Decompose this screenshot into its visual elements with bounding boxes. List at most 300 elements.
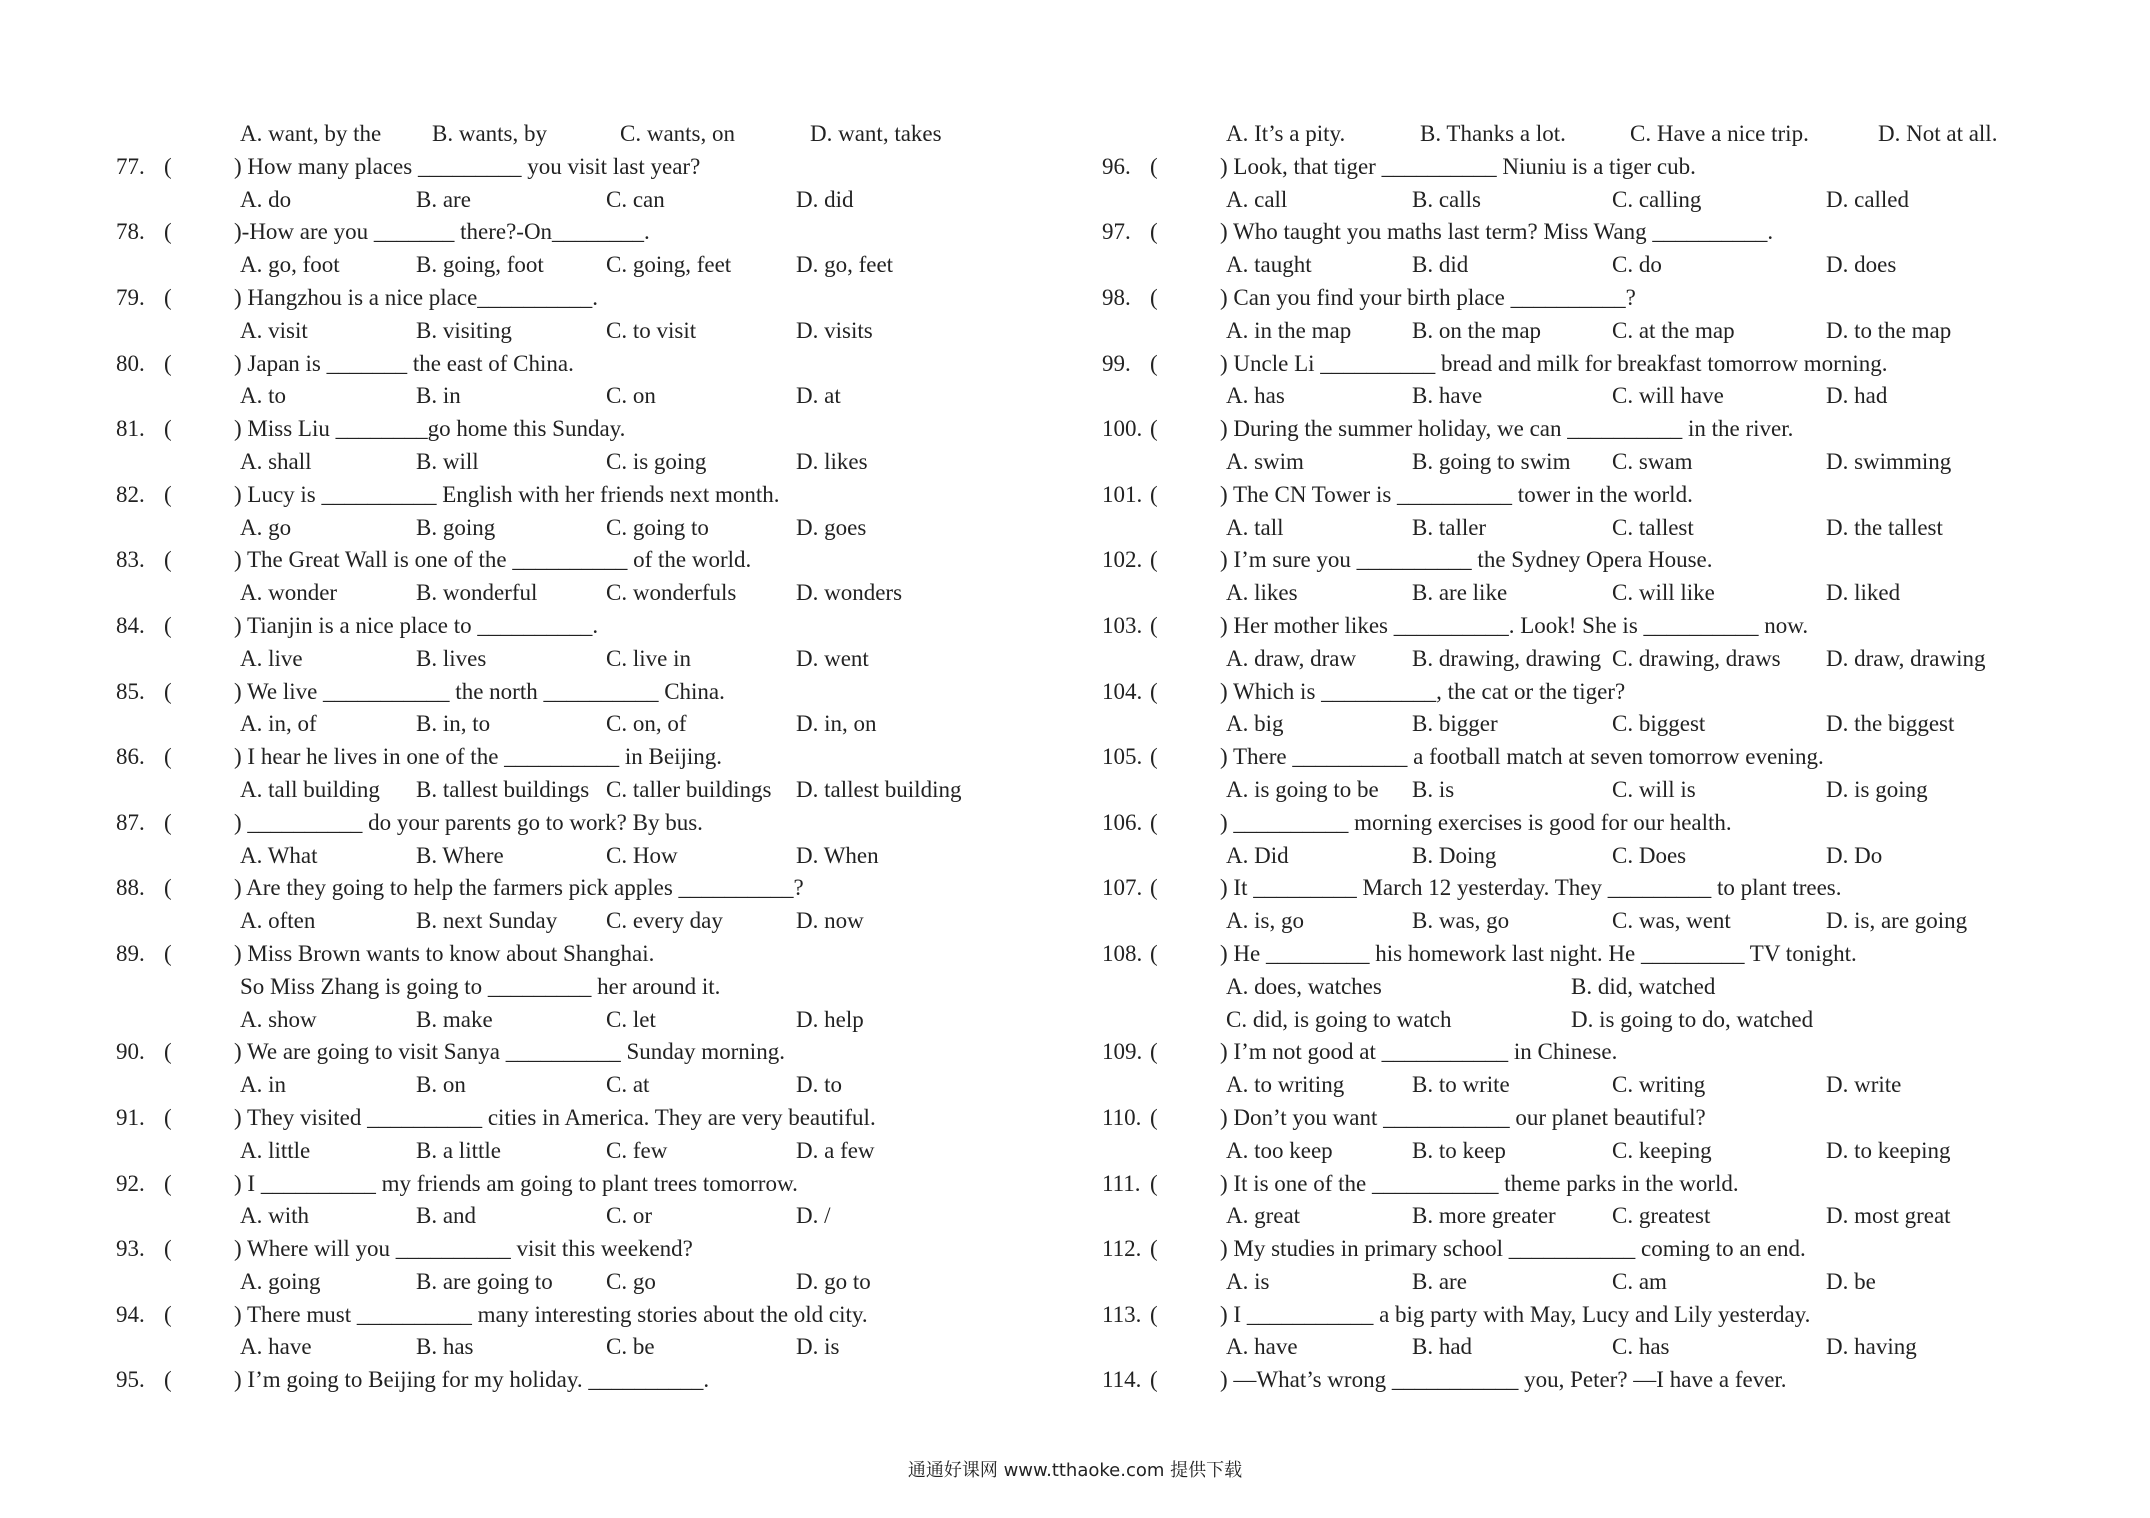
answer-option: A. It’s a pity.: [1226, 121, 1346, 146]
question-number: 106.: [1102, 809, 1143, 835]
question-text: ) Miss Liu ________go home this Sunday.: [234, 416, 626, 442]
question-number: 103.: [1102, 612, 1143, 638]
answer-option: C. do: [1612, 252, 1662, 278]
answer-option: B. is: [1412, 776, 1455, 802]
answer-option: D. goes: [796, 514, 867, 540]
answer-paren: (: [164, 547, 172, 573]
answer-option: A. Did: [1226, 842, 1289, 868]
question-number: 100.: [1102, 416, 1143, 442]
answer-option: C. let: [606, 1006, 656, 1032]
answer-paren: (: [164, 875, 172, 901]
answer-option: D. called: [1826, 186, 1910, 212]
answer-option: D. to keeping: [1826, 1137, 1951, 1163]
question-text: ) Which is __________, the cat or the tiger?: [1220, 678, 1626, 704]
answer-option: D. had: [1826, 383, 1888, 409]
option-row: [116, 643, 1056, 676]
question-number: 98.: [1102, 284, 1131, 310]
option-row: [1102, 446, 2102, 479]
answer-paren: (: [164, 678, 172, 704]
question-row: [1102, 741, 2102, 774]
answer-option: B. calls: [1412, 186, 1481, 212]
option-row: [116, 1331, 1056, 1364]
option-row: [116, 184, 1056, 217]
answer-option: B. visiting: [416, 317, 512, 343]
question-row: [1102, 1168, 2102, 1201]
answer-option: D. did: [796, 186, 854, 212]
answer-option: C. swam: [1612, 448, 1693, 474]
answer-option: A. What: [240, 842, 318, 868]
answer-option: B. has: [416, 1334, 474, 1360]
option-row: [1102, 1135, 2102, 1168]
option-row: [1102, 643, 2102, 676]
answer-option: D. to the map: [1826, 317, 1952, 343]
question-text: ) Are they going to help the farmers pick apples __________?: [234, 875, 804, 901]
question-row: [1102, 479, 2102, 512]
option-row: [1102, 708, 2102, 741]
question-text: ) —What’s wrong ___________ you, Peter? —I have a fever.: [1220, 1367, 1787, 1393]
answer-option: D. is going: [1826, 776, 1928, 802]
question-text: ) How many places _________ you visit last year?: [234, 153, 701, 179]
question-text: ) Tianjin is a nice place to __________.: [234, 612, 599, 638]
question-number: 110.: [1102, 1104, 1142, 1130]
question-number: 99.: [1102, 350, 1131, 376]
answer-option: A. often: [240, 908, 316, 934]
question-text: ) It is one of the ___________ theme parks in the world.: [1220, 1170, 1739, 1196]
answer-option: D. is: [796, 1334, 840, 1360]
answer-option: A. great: [1226, 1203, 1301, 1229]
question-number: 113.: [1102, 1301, 1142, 1327]
question-row: [1102, 544, 2102, 577]
option-row: [1102, 774, 2102, 807]
answer-option: A. big: [1226, 711, 1284, 737]
question-number: 77.: [116, 153, 145, 179]
question-row: [116, 1299, 1056, 1332]
answer-paren: (: [1150, 481, 1158, 507]
question-text: ) It _________ March 12 yesterday. They _________ to plant trees.: [1220, 875, 1842, 901]
answer-option: A. draw, draw: [1226, 645, 1357, 671]
question-text: ) Uncle Li __________ bread and milk for breakfast tomorrow morning.: [1220, 350, 1888, 376]
option-row: [116, 118, 1056, 151]
question-number: 107.: [1102, 875, 1143, 901]
answer-option: C. be: [606, 1334, 655, 1360]
question-number: 86.: [116, 744, 145, 770]
answer-option: B. a little: [416, 1137, 501, 1163]
answer-paren: (: [164, 1367, 172, 1393]
footer-credit: 通通好课网 www.tthaoke.com 提供下载: [907, 1460, 1243, 1481]
answer-option: A. to: [240, 383, 286, 409]
answer-paren: (: [164, 809, 172, 835]
question-number: 91.: [116, 1104, 145, 1130]
question-number: 104.: [1102, 678, 1143, 704]
option-row: [1102, 1200, 2102, 1233]
question-text: ) I ___________ a big party with May, Lucy and Lily yesterday.: [1220, 1301, 1811, 1327]
answer-option: C. few: [606, 1137, 668, 1163]
answer-option: A. in the map: [1226, 317, 1352, 343]
answer-option: A. is: [1226, 1268, 1270, 1294]
question-row: [116, 676, 1056, 709]
question-text: ) Japan is _______ the east of China.: [234, 350, 574, 376]
question-row: [116, 1364, 1056, 1397]
option-row: [1102, 1004, 2102, 1037]
question-row: [1102, 676, 2102, 709]
answer-option: D. be: [1826, 1268, 1876, 1294]
question-text: ) Who taught you maths last term? Miss Wang __________.: [1220, 219, 1774, 245]
answer-option: C. will like: [1612, 580, 1715, 606]
answer-option: C. has: [1612, 1334, 1670, 1360]
answer-option: D. the tallest: [1826, 514, 1943, 540]
answer-option: D. When: [796, 842, 879, 868]
question-number: 84.: [116, 612, 145, 638]
answer-option: A. swim: [1226, 448, 1304, 474]
question-number: 92.: [116, 1170, 145, 1196]
answer-option: B. Thanks a lot.: [1420, 121, 1566, 146]
answer-option: C. keeping: [1612, 1137, 1712, 1163]
answer-option: A. tall building: [240, 776, 380, 802]
answer-paren: (: [1150, 1301, 1158, 1327]
answer-option: B. tallest buildings: [416, 776, 590, 802]
answer-option: C. Does: [1612, 842, 1687, 868]
answer-option: C. going, feet: [606, 252, 732, 278]
answer-option: B. have: [1412, 383, 1483, 409]
option-row: [116, 1135, 1056, 1168]
answer-paren: (: [164, 940, 172, 966]
answer-option: A. with: [240, 1203, 309, 1229]
question-text: ) He _________ his homework last night. He _________ TV tonight.: [1220, 940, 1857, 966]
answer-option: B. are going to: [416, 1268, 553, 1294]
answer-option: A. wonder: [240, 580, 338, 606]
answer-option: D. draw, drawing: [1826, 645, 1986, 671]
question-row: [116, 282, 1056, 315]
answer-option: A. go, foot: [240, 252, 340, 278]
question-text: ) I __________ my friends am going to plant trees tomorrow.: [234, 1170, 798, 1196]
answer-option: D. visits: [796, 317, 873, 343]
answer-paren: (: [1150, 284, 1158, 310]
answer-option: B. wants, by: [432, 121, 547, 146]
question-row: [116, 1102, 1056, 1135]
answer-option: D. is going to do, watched: [1571, 1006, 1814, 1032]
option-row: [116, 1266, 1056, 1299]
answer-option: D. is, are going: [1826, 908, 1968, 934]
question-row: [1102, 1233, 2102, 1266]
answer-option: D. likes: [796, 448, 868, 474]
question-row: [116, 544, 1056, 577]
answer-option: B. more greater: [1412, 1203, 1556, 1229]
answer-option: B. Where: [416, 842, 504, 868]
answer-option: B. wonderful: [416, 580, 538, 606]
answer-paren: (: [164, 1104, 172, 1130]
option-row: [1102, 249, 2102, 282]
answer-option: D. a few: [796, 1137, 875, 1163]
answer-option: B. Doing: [1412, 842, 1497, 868]
answer-option: B. and: [416, 1203, 477, 1229]
answer-option: C. is going: [606, 448, 707, 474]
answer-option: A. do: [240, 186, 292, 212]
answer-option: C. did, is going to watch: [1226, 1006, 1452, 1032]
answer-option: D. swimming: [1826, 448, 1952, 474]
question-row: [1102, 938, 2102, 971]
question-number: 112.: [1102, 1236, 1142, 1262]
answer-paren: (: [164, 1170, 172, 1196]
answer-option: B. lives: [416, 645, 487, 671]
question-text: ) Where will you __________ visit this weekend?: [234, 1236, 693, 1262]
question-text: ) Can you find your birth place __________?: [1220, 284, 1636, 310]
option-row: [116, 840, 1056, 873]
option-row: [1102, 840, 2102, 873]
question-row: [116, 741, 1056, 774]
answer-option: D. went: [796, 645, 869, 671]
option-row: [1102, 1266, 2102, 1299]
question-text: ) Her mother likes __________. Look! She is __________ now.: [1220, 612, 1809, 638]
question-text: ) Look, that tiger __________ Niuniu is a tiger cub.: [1220, 153, 1696, 179]
answer-option: B. next Sunday: [416, 908, 558, 934]
answer-option: B. going, foot: [416, 252, 544, 278]
answer-option: C. tallest: [1612, 514, 1694, 540]
question-text: ) I’m not good at ___________ in Chinese.: [1220, 1039, 1618, 1065]
answer-option: D. liked: [1826, 580, 1901, 606]
answer-option: C. at: [606, 1072, 650, 1098]
question-text: ) Miss Brown wants to know about Shanghai.: [234, 940, 655, 966]
answer-paren: (: [164, 481, 172, 507]
answer-option: A. likes: [1226, 580, 1298, 606]
answer-paren: (: [1150, 219, 1158, 245]
answer-option: B. did: [1412, 252, 1469, 278]
answer-option: C. How: [606, 842, 678, 868]
answer-option: B. make: [416, 1006, 493, 1032]
question-text: ) There must __________ many interesting stories about the old city.: [234, 1301, 868, 1327]
answer-paren: (: [1150, 1236, 1158, 1262]
answer-option: D. want, takes: [810, 121, 942, 146]
question-text: )-How are you _______ there?-On________.: [234, 219, 650, 245]
question-number: 111.: [1102, 1170, 1141, 1196]
question-row: [1102, 1299, 2102, 1332]
answer-paren: (: [164, 1301, 172, 1327]
answer-paren: (: [164, 416, 172, 442]
question-row: [1102, 151, 2102, 184]
question-row: [116, 1168, 1056, 1201]
answer-option: C. biggest: [1612, 711, 1706, 737]
answer-paren: (: [1150, 744, 1158, 770]
question-number: 80.: [116, 350, 145, 376]
answer-option: B. are like: [1412, 580, 1508, 606]
answer-paren: (: [1150, 612, 1158, 638]
answer-option: C. greatest: [1612, 1203, 1711, 1229]
answer-option: C. Have a nice trip.: [1630, 121, 1809, 146]
question-text: ) My studies in primary school ___________ coming to an end.: [1220, 1236, 1806, 1262]
answer-option: C. was, went: [1612, 908, 1731, 934]
answer-option: B. on the map: [1412, 317, 1542, 343]
question-number: 85.: [116, 678, 145, 704]
answer-option: B. did, watched: [1571, 973, 1716, 999]
question-row: [1102, 1364, 2102, 1397]
question-text: ) We live ___________ the north __________ China.: [234, 678, 725, 704]
option-row: [116, 1200, 1056, 1233]
answer-option: A. have: [240, 1334, 312, 1360]
answer-paren: (: [164, 350, 172, 376]
option-row: [1102, 1331, 2102, 1364]
answer-option: C. will is: [1612, 776, 1696, 802]
answer-option: A. taught: [1226, 252, 1312, 278]
answer-option: A. want, by the: [240, 121, 382, 146]
answer-option: D. go, feet: [796, 252, 894, 278]
answer-option: A. in: [240, 1072, 286, 1098]
answer-option: C. or: [606, 1203, 652, 1229]
answer-paren: (: [164, 1236, 172, 1262]
answer-option: A. too keep: [1226, 1137, 1333, 1163]
question-text: ) Lucy is __________ English with her friends next month.: [234, 481, 780, 507]
option-row: [1102, 577, 2102, 610]
answer-option: A. is going to be: [1226, 776, 1379, 802]
option-row: [116, 1004, 1056, 1037]
option-row: [1102, 1069, 2102, 1102]
right-column: [1102, 118, 2102, 1397]
question-number: 94.: [116, 1301, 145, 1327]
answer-option: D. most great: [1826, 1203, 1951, 1229]
answer-option: C. writing: [1612, 1072, 1706, 1098]
answer-option: C. on, of: [606, 711, 687, 737]
option-row: [1102, 971, 2102, 1004]
question-row: [1102, 413, 2102, 446]
question-number: 105.: [1102, 744, 1143, 770]
option-row: [116, 905, 1056, 938]
answer-option: D. help: [796, 1006, 864, 1032]
question-row: [116, 938, 1056, 971]
answer-option: D. now: [796, 908, 864, 934]
question-number: 82.: [116, 481, 145, 507]
answer-option: D. Not at all.: [1878, 121, 1998, 146]
question-number: 88.: [116, 875, 145, 901]
option-row: [116, 577, 1056, 610]
answer-option: C. to visit: [606, 317, 697, 343]
answer-option: C. will have: [1612, 383, 1724, 409]
option-row: [1102, 380, 2102, 413]
answer-option: A. live: [240, 645, 303, 671]
answer-option: C. wonderfuls: [606, 580, 737, 606]
answer-option: D. does: [1826, 252, 1897, 278]
question-number: 95.: [116, 1367, 145, 1393]
answer-option: C. at the map: [1612, 317, 1735, 343]
question-text: ) I’m going to Beijing for my holiday. __________.: [234, 1367, 710, 1393]
left-column: [116, 118, 1056, 1397]
question-text: ) During the summer holiday, we can __________ in the river.: [1220, 416, 1794, 442]
answer-option: C. live in: [606, 645, 691, 671]
question-number: 96.: [1102, 153, 1131, 179]
question-number: 109.: [1102, 1039, 1143, 1065]
answer-option: B. to write: [1412, 1072, 1510, 1098]
answer-option: B. in, to: [416, 711, 491, 737]
answer-option: A. visit: [240, 317, 308, 343]
answer-option: B. had: [1412, 1334, 1473, 1360]
answer-paren: (: [1150, 1104, 1158, 1130]
question-row: [116, 151, 1056, 184]
answer-paren: (: [1150, 153, 1158, 179]
answer-option: A. have: [1226, 1334, 1298, 1360]
answer-option: B. to keep: [1412, 1137, 1506, 1163]
question-text: ) There __________ a football match at seven tomorrow evening.: [1220, 744, 1824, 770]
answer-option: A. going: [240, 1268, 321, 1294]
question-number: 102.: [1102, 547, 1143, 573]
answer-paren: (: [1150, 678, 1158, 704]
question-text: ) They visited __________ cities in America. They are very beautiful.: [234, 1104, 876, 1130]
answer-paren: (: [1150, 875, 1158, 901]
answer-paren: (: [1150, 809, 1158, 835]
question-row: [1102, 807, 2102, 840]
question-row: [1102, 610, 2102, 643]
question-row: [1102, 1102, 2102, 1135]
answer-option: D. having: [1826, 1334, 1917, 1360]
answer-option: A. to writing: [1226, 1072, 1345, 1098]
answer-paren: (: [164, 1039, 172, 1065]
answer-option: D. in, on: [796, 711, 877, 737]
option-row: [116, 1069, 1056, 1102]
answer-option: C. every day: [606, 908, 723, 934]
question-text: ) Don’t you want ___________ our planet beautiful?: [1220, 1104, 1706, 1130]
question-number: 87.: [116, 809, 145, 835]
answer-paren: (: [164, 284, 172, 310]
option-row: [1102, 905, 2102, 938]
answer-option: A. has: [1226, 383, 1285, 409]
answer-option: C. go: [606, 1268, 656, 1294]
answer-option: C. calling: [1612, 186, 1702, 212]
question-row: [1102, 348, 2102, 381]
option-row: [1102, 118, 2102, 151]
answer-option: D. the biggest: [1826, 711, 1955, 737]
question-row: [116, 479, 1056, 512]
answer-option: D. go to: [796, 1268, 871, 1294]
answer-option: B. are: [1412, 1268, 1467, 1294]
option-row: [1102, 184, 2102, 217]
answer-option: C. going to: [606, 514, 709, 540]
answer-option: A. show: [240, 1006, 317, 1032]
answer-option: D. to: [796, 1072, 842, 1098]
question-number: 93.: [116, 1236, 145, 1262]
option-row: [116, 380, 1056, 413]
answer-paren: (: [164, 744, 172, 770]
answer-option: C. taller buildings: [606, 776, 772, 802]
question-number: 101.: [1102, 481, 1143, 507]
question-number: 114.: [1102, 1367, 1142, 1393]
option-row: [1102, 512, 2102, 545]
answer-option: A. tall: [1226, 514, 1284, 540]
question-row: [116, 1036, 1056, 1069]
answer-option: D. /: [796, 1203, 831, 1229]
question-row: [116, 348, 1056, 381]
question-row: [116, 216, 1056, 249]
option-row: [116, 708, 1056, 741]
answer-option: B. drawing, drawing: [1412, 645, 1602, 671]
answer-option: D. wonders: [796, 580, 903, 606]
question-text: ) The CN Tower is __________ tower in the world.: [1220, 481, 1693, 507]
answer-option: D. Do: [1826, 842, 1883, 868]
option-row: [116, 249, 1056, 282]
answer-paren: (: [164, 153, 172, 179]
question-text: So Miss Zhang is going to _________ her around it.: [240, 973, 721, 999]
question-text: ) The Great Wall is one of the __________ of the world.: [234, 547, 752, 573]
answer-option: D. write: [1826, 1072, 1902, 1098]
answer-option: A. call: [1226, 186, 1288, 212]
question-number: 83.: [116, 547, 145, 573]
question-text: ) Hangzhou is a nice place__________.: [234, 284, 599, 310]
answer-option: D. tallest building: [796, 776, 962, 802]
answer-option: B. bigger: [1412, 711, 1498, 737]
question-row: [1102, 282, 2102, 315]
answer-paren: (: [1150, 1367, 1158, 1393]
answer-paren: (: [1150, 1170, 1158, 1196]
question-number: 79.: [116, 284, 145, 310]
question-number: 108.: [1102, 940, 1143, 966]
answer-option: A. shall: [240, 448, 312, 474]
answer-option: B. was, go: [1412, 908, 1510, 934]
question-number: 89.: [116, 940, 145, 966]
